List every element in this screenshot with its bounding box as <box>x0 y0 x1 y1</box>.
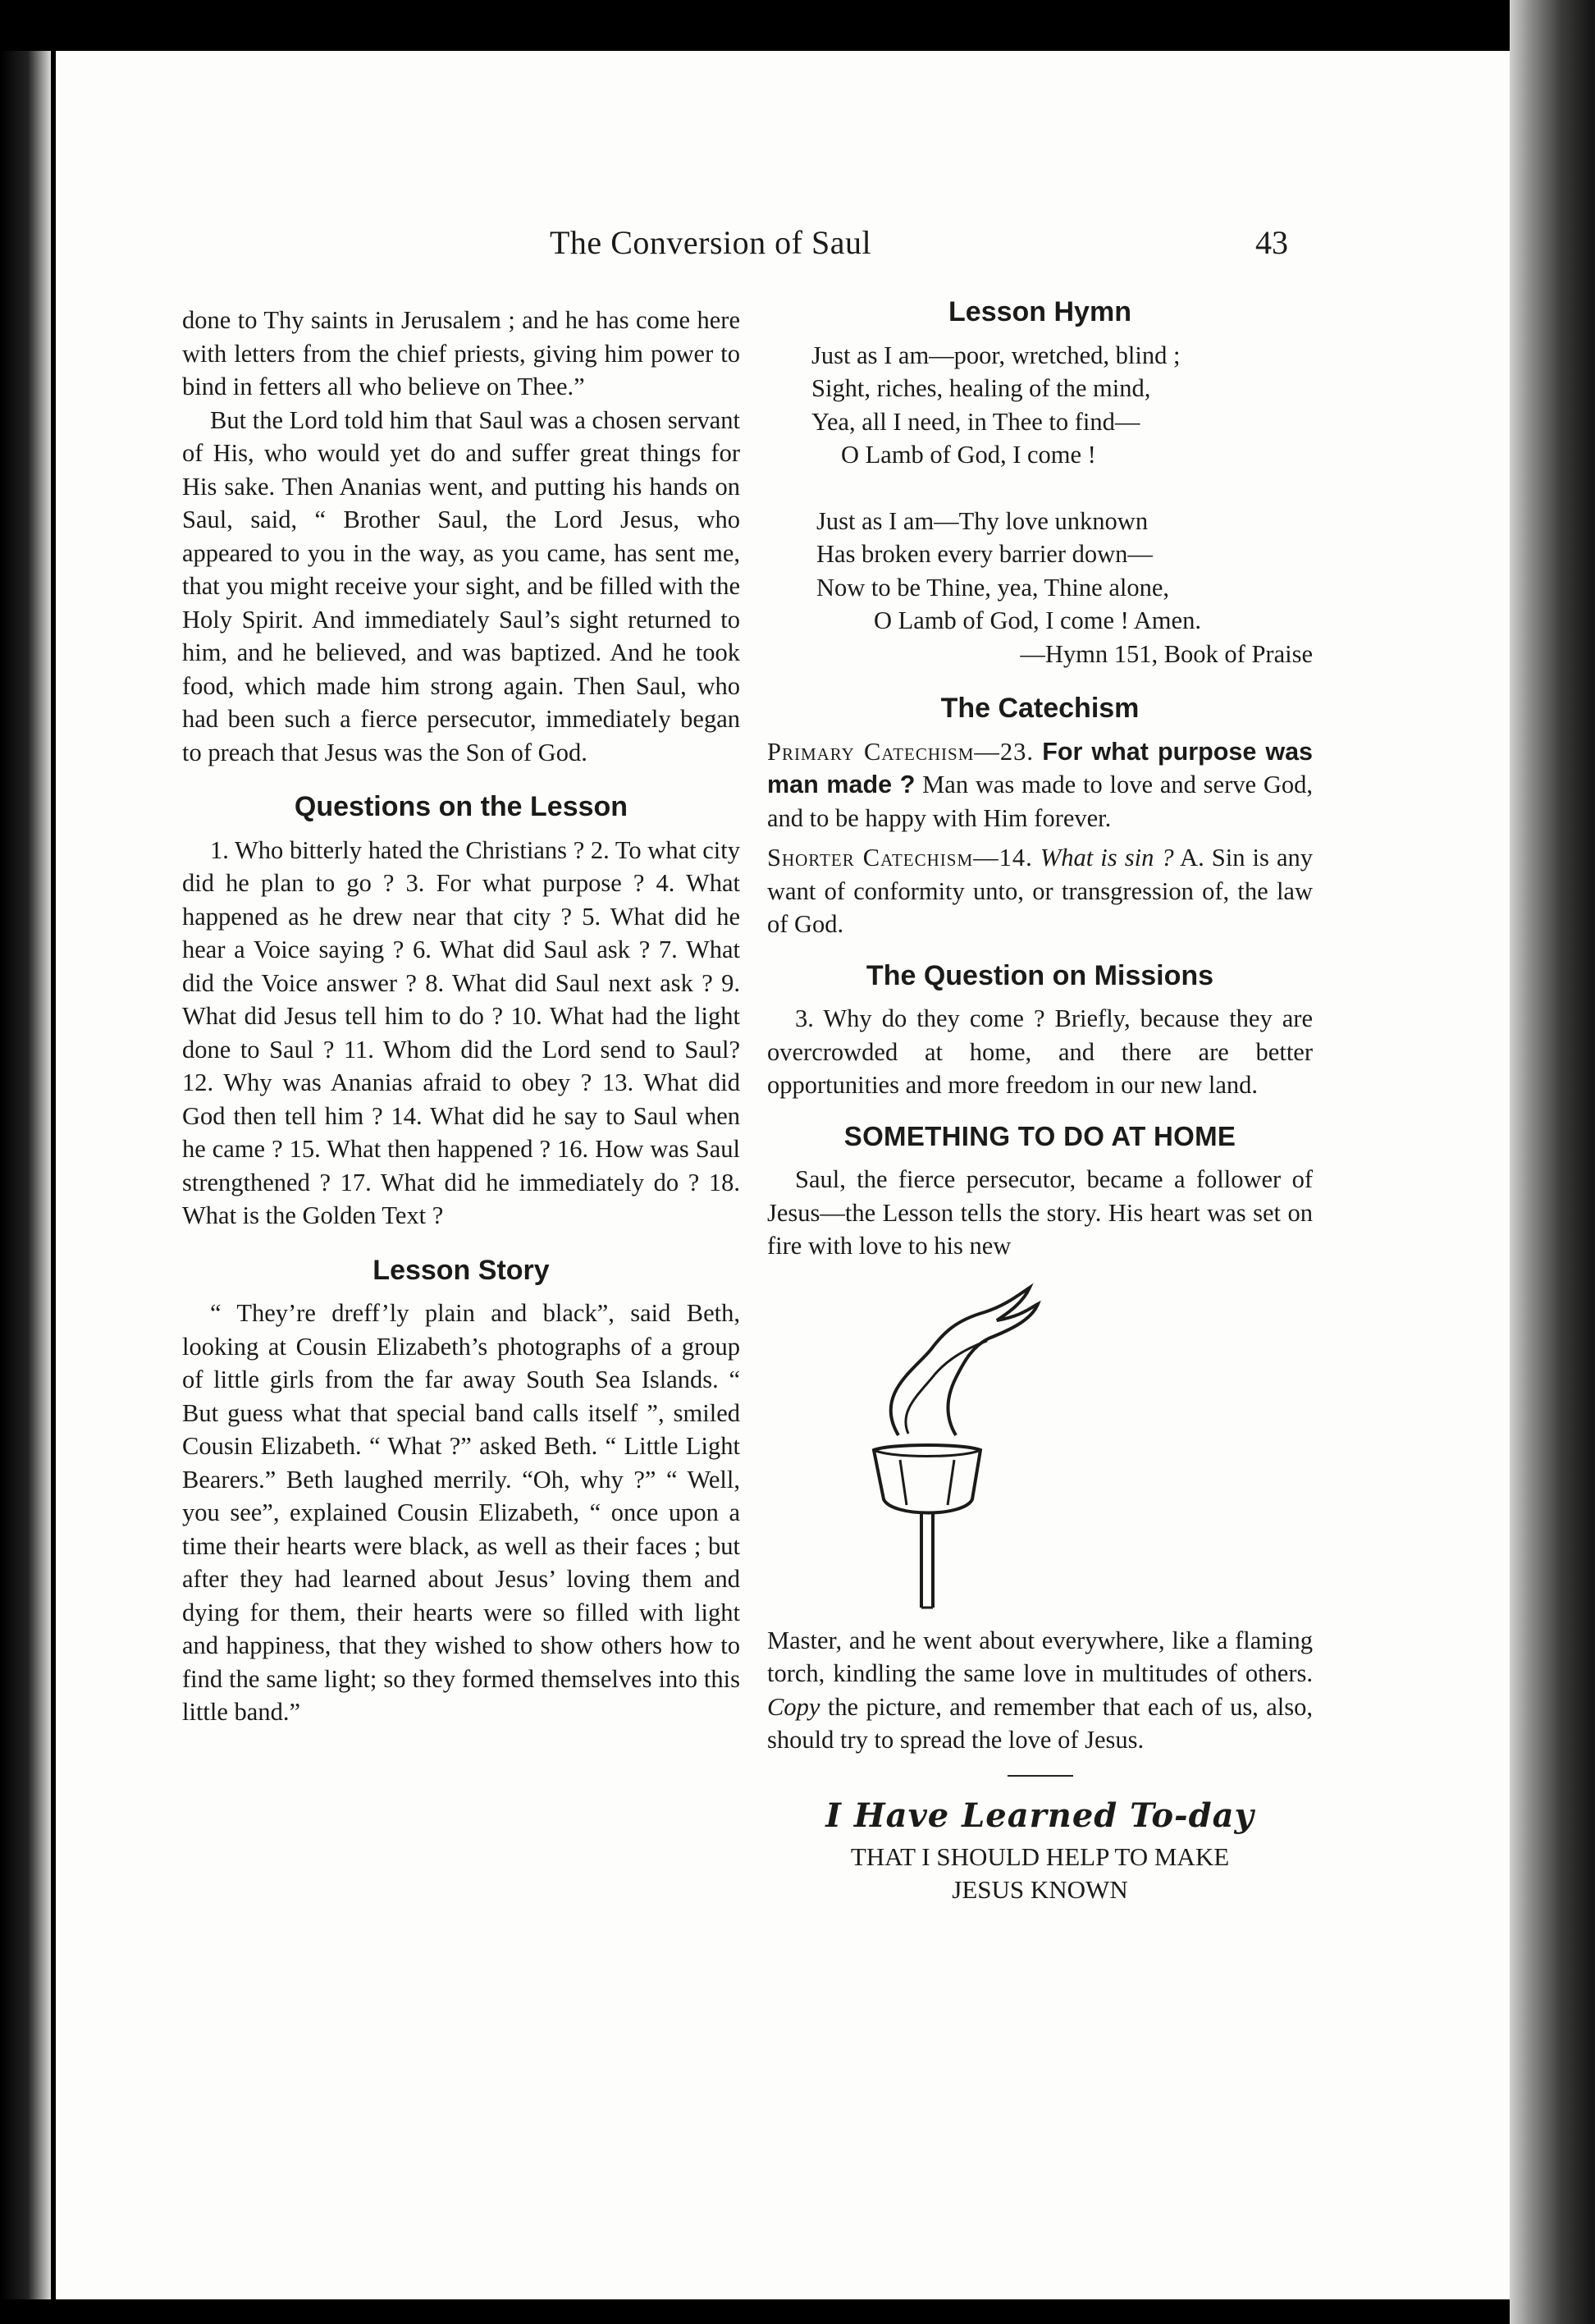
page-right-edge <box>1510 0 1595 2324</box>
primary-catechism <box>767 735 1313 835</box>
learned-text <box>767 1841 1313 1906</box>
hymn-line: Sight, riches, healing of the mind, <box>811 374 1151 402</box>
hymn-line: O Lamb of God, I come ! Amen. <box>874 606 1201 634</box>
story-heading: Lesson Story <box>372 1254 550 1286</box>
running-title: The Conversion of Saul <box>550 224 872 261</box>
hymn-line: Just as I am—poor, wretched, blind ; <box>811 341 1181 369</box>
hymn-line: Has broken every barrier down— <box>816 540 1153 568</box>
shorter-catechism-question: What is sin ? <box>1040 844 1174 872</box>
learned-heading: I Have Learned To-day <box>825 1796 1255 1835</box>
questions-text: 1. Who bitterly hated the Christians ? 2. To what city did he plan to go ? 3. For what purpose ? 4. What happened as he drew near that city ? 5. What did he hear a Voice saying ? 6. What did Saul ask ? 7. What did the Voice answer ? 8. What did Saul next ask ? 9. What did Jesus tell him to do ? 10. What had the light done to Saul ? 11. Whom did the Lord send to Saul? 12. Why was Ananias afraid to obey ? 13. What did God then tell him ? 14. What did he say to Saul when he came ? 15. What then happened ? 16. How was Saul strengthened ? 17. What did he immediately do ? 18. What is the Golden Text ? <box>182 835 740 1229</box>
binding-line <box>51 51 56 2299</box>
catechism-heading: The Catechism <box>940 693 1140 724</box>
home-text-after <box>767 1624 1313 1757</box>
primary-catechism-question: For what purpose was man made ? <box>767 737 1313 798</box>
home-text-after-start: Master, and he went about everywhere, like a flaming torch, kindling the same love in multitudes of others. <box>767 1626 1313 1687</box>
hymn-line: Yea, all I need, in Thee to find— <box>811 407 1140 436</box>
torch-illustration <box>767 1263 1313 1624</box>
hymn-stanza-1 <box>767 339 1313 472</box>
home-heading: SOMETHING TO DO AT HOME <box>843 1120 1236 1151</box>
learned-text-line-2: JESUS KNOWN <box>952 1875 1128 1904</box>
hymn-stanza-2 <box>767 505 1313 671</box>
missions-text: 3. Why do they come ? Briefly, because they are overcrowded at home, and there are better opportunities and more freedom in our new land. <box>767 1004 1313 1099</box>
page-number: 43 <box>1255 224 1288 261</box>
page-left-edge <box>0 51 51 2299</box>
learned-text-line-1: THAT I SHOULD HELP TO MAKE <box>850 1842 1230 1871</box>
home-text-before: Saul, the fierce persecutor, became a follower of Jesus—the Lesson tells the story. His heart was set on fire with love to his new <box>767 1165 1313 1260</box>
questions-heading: Questions on the Lesson <box>294 791 628 822</box>
intro-paragraph-1: done to Thy saints in Jerusalem ; and he has come here with letters from the chief priests, giving him power to bind in fetters all who believe on Thee.” <box>182 306 740 400</box>
home-text-italic: Copy <box>767 1692 820 1721</box>
intro-paragraph-2: But the Lord told him that Saul was a chosen servant of His, who would yet do and suffer great things for His sake. Then Ananias went, and putting his hands on Saul, said, “ Brother Saul, the Lord Jesus, who appeared to you in the way, as you came, has sent me, that you might receive your sight, and be filled with the Holy Spirit. And immediately Saul’s sight returned to him, and he believed, and was baptized. And he took food, which made him strong again. Then Saul, who had been such a fierce persecutor, immediately began to preach that Jesus was the Son of God. <box>182 405 740 766</box>
divider <box>1008 1775 1073 1777</box>
missions-heading: The Question on Missions <box>866 959 1214 991</box>
story-text: “ They’re dreff’ly plain and black”, said Beth, looking at Cousin Elizabeth’s photographs of a group of little girls from the far away South Sea Islands. “ But guess what that special band calls itself ”, smiled Cousin Elizabeth. “ What ?” asked Beth. “ Little Light Bearers.” Beth laughed merrily. “Oh, why ?” “ Well, you see”, explained Cousin Elizabeth, “ once upon a time their hearts were black, as well as their faces ; but after they had learned about Jesus’ loving them and dying for them, their hearts were so filled with light and happiness, that they wished to show others how to find the same light; so they formed themselves into this little band.” <box>182 1299 740 1726</box>
shorter-catechism <box>767 841 1313 941</box>
primary-catechism-label: Primary Catechism—23. <box>767 737 1035 766</box>
hymn-heading: Lesson Hymn <box>948 296 1131 327</box>
right-column <box>767 295 1313 1906</box>
home-text-after-end: the picture, and remember that each of us, also, should try to spread the love of Jesus. <box>767 1692 1313 1754</box>
shorter-catechism-label: Shorter Catechism—14. <box>767 844 1033 872</box>
hymn-line: Now to be Thine, yea, Thine alone, <box>816 573 1169 602</box>
hymn-line: Just as I am—Thy love unknown <box>816 506 1149 535</box>
primary-catechism-answer: Man was made to love and serve God, and to be happy with Him forever. <box>767 771 1313 832</box>
hymn <box>767 339 1313 671</box>
shorter-catechism-answer: A. Sin is any want of conformity unto, or transgression of, the law of God. <box>767 844 1313 938</box>
hymn-line: O Lamb of God, I come ! <box>841 441 1096 469</box>
torch-icon <box>841 1271 1087 1616</box>
hymn-credit: —Hymn 151, Book of Praise <box>1020 639 1313 668</box>
left-column <box>182 304 740 1729</box>
